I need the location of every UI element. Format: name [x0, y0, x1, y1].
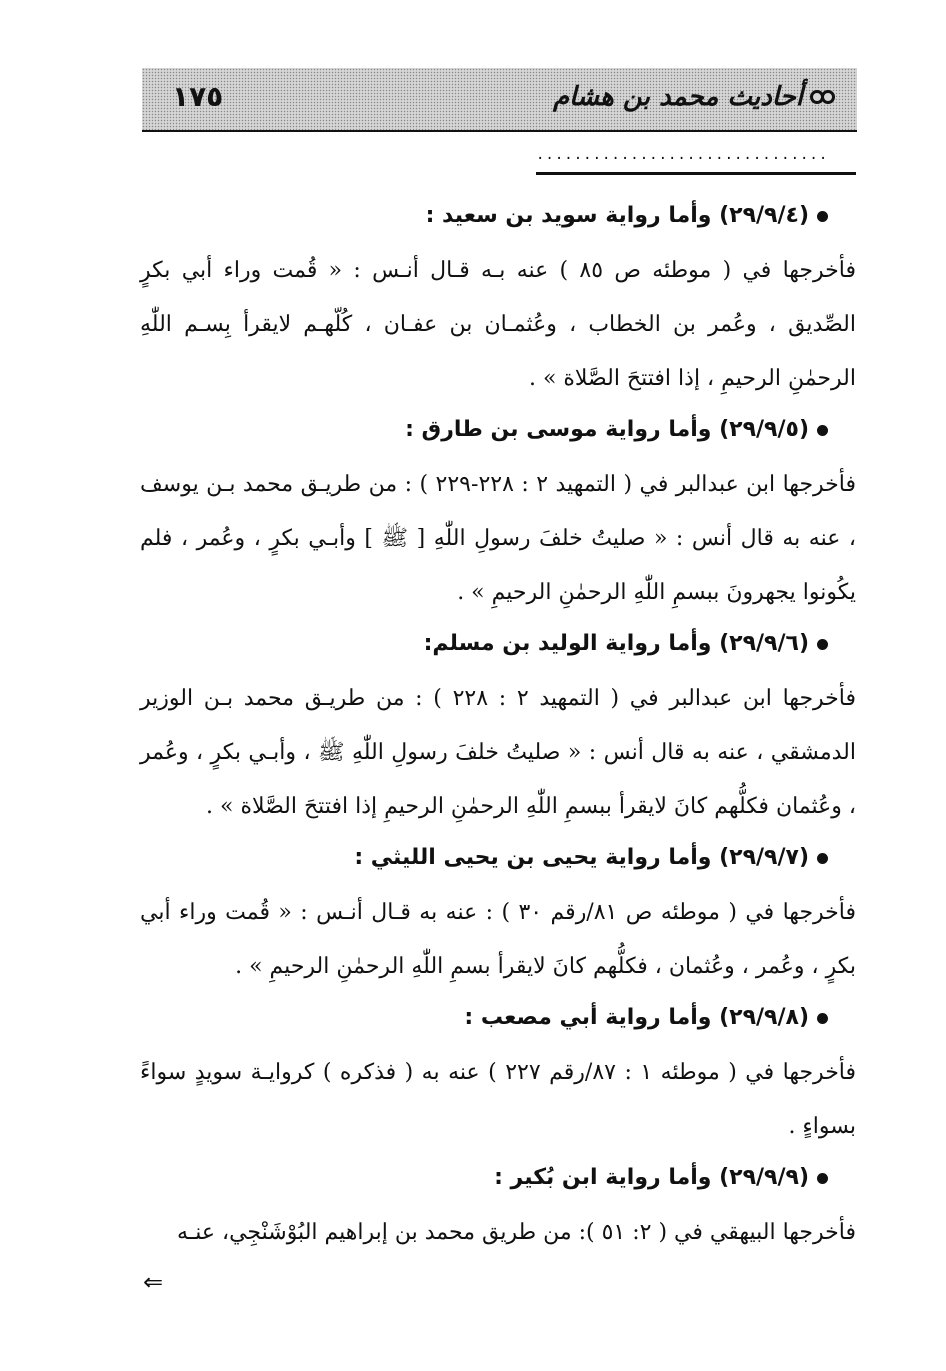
header-title-group: [553, 82, 835, 112]
bullet-icon: [817, 211, 828, 222]
bullet-icon: [817, 425, 828, 436]
bullet-icon: [817, 1013, 828, 1024]
section-body: فأخرجها في ( موطئه ١ : ٨٧/رقم ٢٢٧ ) عنه به ( فذكره ) كروايـة سويدٍ سواءً بسواءٍ .: [140, 1060, 857, 1139]
section-heading: (٢٩/٩/٨) وأما رواية أبي مصعب :: [140, 1002, 856, 1034]
dotted-divider: ...............................: [536, 147, 829, 163]
page-number: ١٧٥: [172, 80, 224, 113]
page-content: [140, 200, 856, 1268]
bullet-icon: [817, 639, 828, 650]
bullet-icon: [817, 853, 828, 864]
section-body: فأخرجها في ( موطئه ص ٨٥ ) عنه بـه قـال أنـس : « قُمت وراء أبي بكرٍ الصِّديق ، وعُمر بن الخطاب ، وعُثمـان بن عفـان ، كُلّهـم لايقرأ بِسـم اللّٰهِ الرحمٰنِ الرحيمِ ، إذا افتتحَ الصَّلاة » .: [140, 258, 856, 391]
double-ring-ornament-icon: [813, 90, 835, 104]
section-heading: (٢٩/٩/٤) وأما رواية سويد بن سعيد :: [140, 200, 856, 232]
section-heading: (٢٩/٩/٦) وأما رواية الوليد بن مسلم:: [140, 628, 856, 660]
running-header: [142, 68, 857, 132]
section-heading: (٢٩/٩/٧) وأما رواية يحيى بن يحيى الليثي :: [140, 842, 856, 874]
book-title: أحاديث محمد بن هشام: [552, 82, 803, 112]
section-body: فأخرجها ابن عبدالبر في ( التمهيد ٢ : ٢٢٨-٢٢٩ ) : من طريـق محمد بـن يوسف ، عنه به قال أنس : « صليتُ خلفَ رسولِ اللّٰهِ [ ﷺ ] وأبـي بكرٍ ، وعُمر ، فلم يكُونوا يجهرونَ ببسمِ اللّٰهِ الرحمٰنِ الرحيمِ » .: [140, 472, 857, 605]
section-body: فأخرجها البيهقي في ( ٢: ٥١ ): من طريق محمد بن إبراهيم البُوْشَنْجِي، عنـه: [176, 1220, 856, 1245]
section-heading: (٢٩/٩/٩) وأما رواية ابن بُكير :: [140, 1162, 856, 1194]
section-body: فأخرجها في ( موطئه ص ٨١/رقم ٣٠ ) : عنه به قـال أنـس : « قُمت وراء أبي بكرٍ ، وعُمر ، وعُثمان ، فكلُّهم كانَ لايقرأ بسمِ اللّٰهِ الرحمٰنِ الرحيمِ » .: [140, 900, 857, 979]
continuation-arrow-icon: ⇐: [143, 1268, 164, 1296]
bullet-icon: [817, 1173, 828, 1184]
section-body: فأخرجها ابن عبدالبر في ( التمهيد ٢ : ٢٢٨ ) : من طريـق محمد بـن الوزير الدمشقي ، عنه به قال أنس : « صليتُ خلفَ رسولِ اللّٰهِ ﷺ ، وأبـي بكرٍ ، وعُمر ، وعُثمان فكلُّهم كانَ لايقرأ ببسمِ اللّٰهِ الرحمٰنِ الرحيمِ إذا افتتحَ الصَّلاة » .: [140, 686, 857, 819]
section-heading: (٢٩/٩/٥) وأما رواية موسى بن طارق :: [140, 414, 856, 446]
header-rule: [536, 172, 856, 175]
